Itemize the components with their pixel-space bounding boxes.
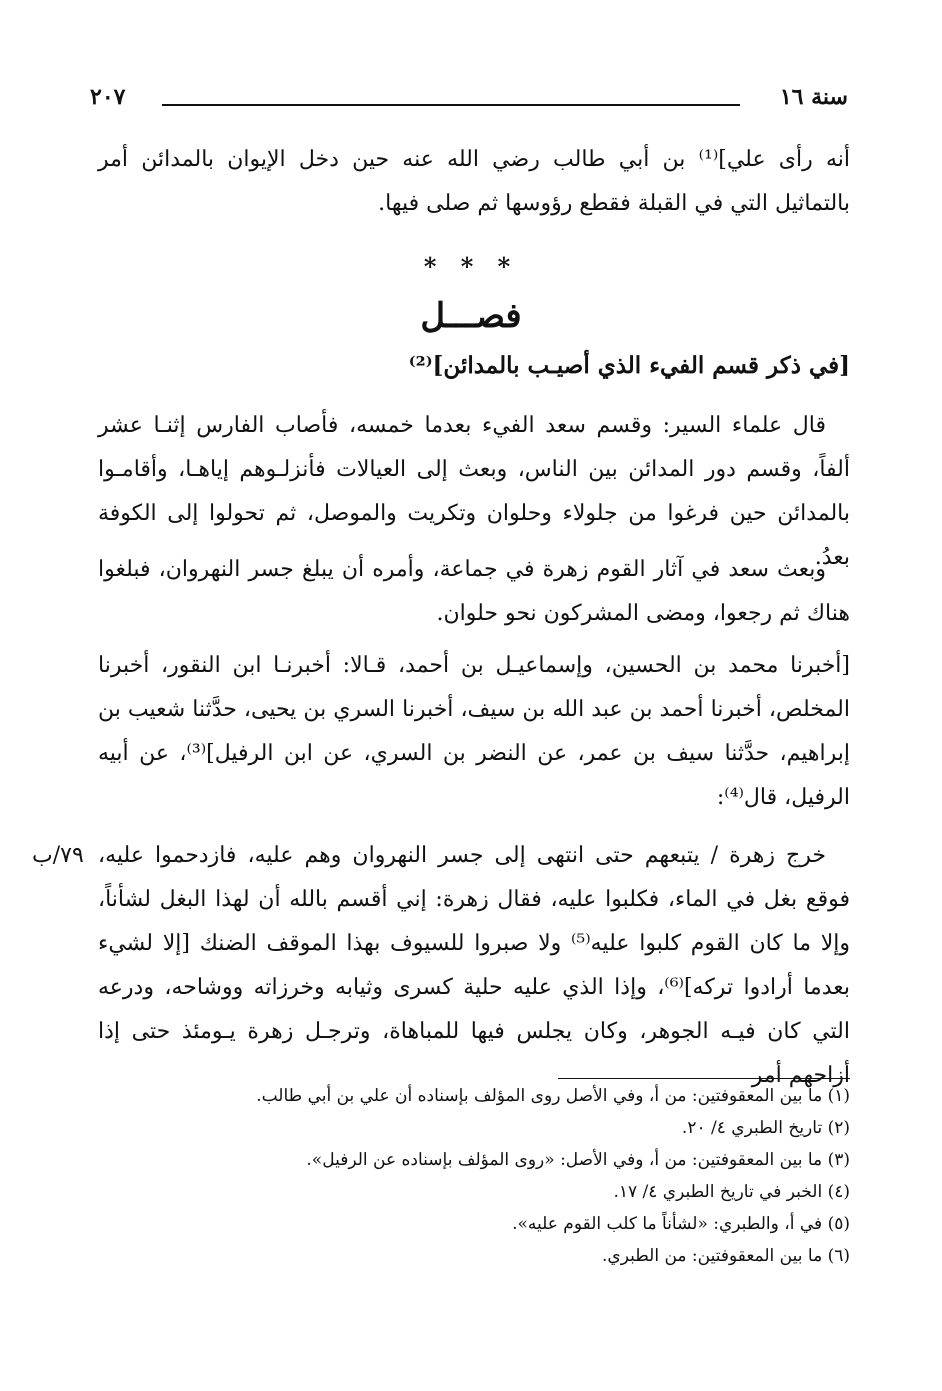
paragraph-1-text: أنه رأى علي]⁽¹⁾ بن أبي طالب رضي الله عنه حين دخل الإيوان بالمدائن أمر بالتماثيل التي في القبلة فقطع رؤوسها ثم صلى فيها. — [98, 147, 850, 216]
paragraph-5-text: خرج زهرة / يتبعهم حتى انتهى إلى جسر النهروان وهم عليه، فازدحموا عليه، فوقع بغل في الماء، فكلبوا عليه، فقال زهرة: إني أقسم بالله أن لهذا البغل لشأناً، وإلا ما كان القوم كلبوا عليه⁽⁵⁾ ولا صبروا للسيوف بهذا الموقف الضنك [إلا لشيء بعدما أرادوا تركه]⁽⁶⁾، وإذا الذي عليه حلية كسرى وثيابه وخرزاته ووشاحه، ودرعه التي كان فيـه الجوهر، وكان يجلس فيها للمباهاة، وترجـل زهرة يـومئذ حتى إذا أزاحهم أمر — [98, 843, 850, 1088]
footnote-2: (٢) تاريخ الطبري ٤/ ٢٠. — [681, 1118, 850, 1138]
footnote-6: (٦) ما بين المعقوفتين: من الطبري. — [601, 1246, 850, 1266]
margin-folio-note: ٧٩/ب — [32, 843, 84, 868]
footnote-4: (٤) الخبر في تاريخ الطبري ٤/ ١٧. — [613, 1182, 850, 1202]
paragraph-3-text: وبعث سعد في آثار القوم زهرة في جماعة، وأمره أن يبلغ جسر النهروان، فبلغوا هناك ثم رجعوا، ومضى المشركون نحو حلوان. — [98, 557, 850, 626]
footnotes — [98, 1080, 850, 1272]
paragraph-1 — [98, 138, 850, 226]
footnote-1: (١) ما بين المعقوفتين: من أ، وفي الأصل روى المؤلف بإسناده أن علي بن أبي طالب. — [256, 1086, 850, 1106]
paragraph-4-text: [أخبرنا محمد بن الحسين، وإسماعيـل بن أحمد، قـالا: أخبرنـا ابن النقور، أخبرنا المخلص، أخبرنا أحمد بن عبد الله بن سيف، أخبرنا السري بن يحيى، حدَّثنا شعيب بن إبراهيم، حدَّثنا سيف بن عمر، عن النضر بن السري، عن ابن الرفيل]⁽³⁾، عن أبيه الرفيل، قال⁽⁴⁾: — [98, 653, 850, 810]
footnote-5: (٥) في أ، والطبري: «لشأناً ما كلب القوم عليه». — [512, 1214, 850, 1234]
section-separator-stars: * * * — [423, 252, 519, 281]
running-header — [90, 84, 850, 124]
section-subheading: [في ذكر قسم الفيء الذي أصيـب بالمدائن]⁽²⁾ — [408, 352, 850, 379]
header-year: سنة ١٦ — [779, 84, 848, 110]
paragraph-5 — [98, 834, 850, 1098]
header-rule — [162, 104, 740, 106]
paragraph-4-isnad — [98, 644, 850, 820]
footnote-3: (٣) ما بين المعقوفتين: من أ، وفي الأصل: «روى المؤلف بإسناده عن الرفيل». — [306, 1150, 850, 1170]
page-number: ٢٠٧ — [90, 84, 126, 110]
footnote-rule — [558, 1078, 850, 1079]
section-title: فصـــل — [420, 296, 522, 336]
paragraph-3 — [98, 548, 850, 636]
paragraph-2-text: قال علماء السير: وقسم سعد الفيء بعدما خمسه، فأصاب الفارس إثنـا عشر ألفاً، وقسم دور المدائن بين الناس، وبعث إلى العيالات فأنزلـوهم إياهـا، وأقامـوا بالمدائن حين فرغوا من جلولاء وحلوان وتكريت والموصل، ثم تحولوا إلى الكوفة بعدُ. — [98, 413, 850, 570]
